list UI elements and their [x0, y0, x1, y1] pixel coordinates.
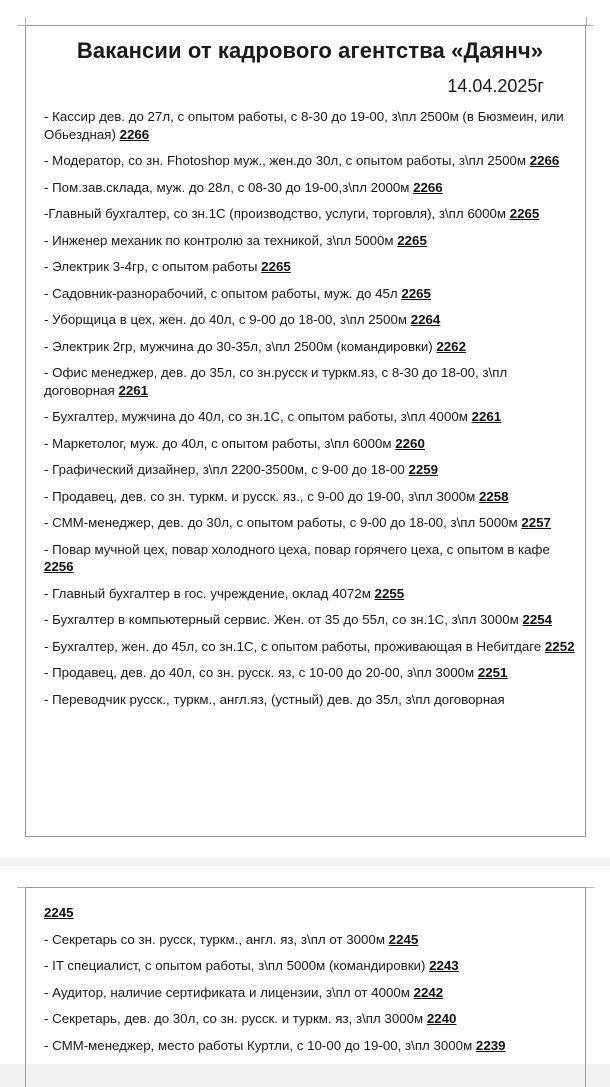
vacancy-code[interactable]: 2254	[522, 612, 553, 627]
list-item	[44, 285, 580, 303]
list-item	[44, 691, 580, 709]
list-item	[44, 205, 580, 223]
vacancy-code[interactable]: 2242	[413, 984, 444, 1000]
list-item	[44, 311, 580, 329]
list-item	[44, 514, 580, 532]
vacancy-text: - Офис менеджер, дев. до 35л, со зн.русск и туркм.яз, с 8-30 до 18-00, з\пл договорная	[44, 365, 508, 398]
list-item	[44, 232, 580, 250]
vacancy-text: - Бухгалтер в компьютерный сервис. Жен. от 35 до 55л, со зн.1С, з\пл 3000м	[44, 612, 519, 627]
vacancy-text: - Инженер механик по контролю за техникой, з\пл 5000м	[44, 232, 394, 248]
vacancy-text: - Продавец, дев. до 40л, со зн. русск. яз, с 10-00 до 20-00, з\пл 3000м	[44, 665, 475, 680]
vacancy-code[interactable]: 2256	[44, 559, 74, 574]
list-item	[44, 638, 580, 656]
list-item	[44, 258, 580, 276]
list-item	[44, 611, 580, 629]
vacancy-code[interactable]: 2257	[521, 515, 551, 530]
vacancy-code[interactable]: 2259	[408, 462, 439, 477]
vacancy-code[interactable]: 2265	[401, 285, 431, 301]
vacancy-text: - IT специалист, с опытом работы, з\пл 5000м (командировки)	[44, 958, 426, 973]
list-item	[44, 1037, 580, 1055]
vacancy-text: - Секретарь со зн. русск, туркм., англ. яз, з\пл от 3000м	[44, 931, 385, 947]
list-item	[44, 984, 580, 1002]
document-page-2	[0, 866, 610, 1064]
vacancy-text: - Бухгалтер, мужчина до 40л, со зн.1С, с опытом работы, з\пл 4000м	[44, 409, 468, 424]
vacancy-text: - Бухгалтер, жен. до 45л, со зн.1С, с опытом работы, проживающая в Небитдаге	[44, 638, 542, 654]
vacancy-code[interactable]: 2265	[397, 232, 427, 248]
vacancy-text: - Кассир дев. до 27л, с опытом работы, с 8-30 до 19-00, з\пл 2500м (в Бюзмеин, или Обьездная)	[44, 109, 564, 142]
corner-mark	[586, 25, 594, 26]
vacancy-text: - Повар мучной цех, повар холодного цеха, повар горячего цеха, с опытом в кафе	[44, 541, 550, 557]
vacancy-code[interactable]: 2266	[529, 153, 560, 168]
vacancy-code[interactable]: 2240	[426, 1011, 457, 1026]
vacancy-list	[44, 904, 580, 1063]
corner-mark	[586, 887, 594, 888]
vacancy-code[interactable]: 2243	[429, 958, 459, 973]
vacancy-code[interactable]: 2266	[119, 126, 150, 142]
vacancy-code[interactable]: 2261	[118, 382, 149, 398]
vacancy-text: - Уборщица в цех, жен. до 40л, с 9-00 до 18-00, з\пл 2500м	[44, 312, 407, 327]
vacancy-text: - Модератор, со зн. Fhotoshop муж., жен.до 30л, с опытом работы, з\пл 2500м	[44, 153, 527, 168]
list-item	[44, 179, 580, 197]
list-item	[44, 1010, 580, 1028]
list-item	[44, 541, 580, 576]
vacancy-text: -Главный бухгалтер, со зн.1С (производство, услуги, торговля), з\пл 6000м	[44, 206, 507, 221]
list-item	[44, 152, 580, 170]
vacancy-text: - СММ-менеджер, дев. до 30л, с опытом работы, с 9-00 до 18-00, з\пл 5000м	[44, 515, 518, 530]
corner-mark	[17, 887, 25, 888]
list-item	[44, 664, 580, 682]
vacancy-code[interactable]: 2266	[413, 179, 443, 195]
vacancy-text: - Продавец, дев. со зн. туркм. и русск. яз., с 9-00 до 19-00, з\пл 3000м	[44, 488, 476, 504]
vacancy-text: - Секретарь, дев. до 30л, со зн. русск. и туркм. яз, з\пл 3000м	[44, 1011, 424, 1026]
vacancy-text: - Маркетолог, муж. до 40л, с опытом работы, з\пл 6000м	[44, 435, 392, 451]
corner-mark	[17, 25, 26, 26]
list-item	[44, 904, 580, 922]
vacancy-code[interactable]: 2260	[395, 435, 425, 451]
document-date: 14.04.2025г	[447, 76, 544, 96]
list-item	[44, 585, 580, 603]
vacancy-code[interactable]: 2261	[471, 409, 502, 424]
corner-mark	[586, 17, 587, 25]
list-item	[44, 435, 580, 453]
vacancy-list	[44, 108, 580, 717]
list-item	[44, 408, 580, 426]
vacancy-code[interactable]: 2245	[44, 905, 74, 920]
vacancy-text: - Пом.зав.склада, муж. до 28л, с 08-30 до 19-00,з\пл 2000м	[44, 179, 410, 195]
vacancy-text: - Главный бухгалтер в гос. учреждение, оклад 4072м	[44, 585, 371, 601]
list-item	[44, 108, 580, 143]
document-title: Вакансии от кадрового агентства «Даянч»	[76, 38, 544, 63]
vacancy-text: - Электрик 2гр, мужчина до 30-35л, з\пл 2500м (командировки)	[44, 338, 433, 354]
vacancy-text: - Садовник-разнорабочий, с опытом работы, муж. до 45л	[44, 285, 398, 301]
vacancy-code[interactable]: 2239	[475, 1037, 506, 1053]
list-item	[44, 957, 580, 975]
vacancy-code[interactable]: 2262	[436, 338, 466, 354]
vacancy-text: - СММ-менеджер, место работы Куртли, с 10-00 до 19-00, з\пл 3000м	[44, 1037, 473, 1053]
vacancy-code[interactable]: 2252	[544, 638, 575, 654]
list-item	[44, 461, 580, 479]
vacancy-code[interactable]: 2251	[477, 665, 508, 680]
vacancy-code[interactable]: 2245	[388, 931, 419, 947]
list-item	[44, 931, 580, 949]
corner-mark	[25, 17, 26, 25]
vacancy-text: - Аудитор, наличие сертификата и лицензии, з\пл от 4000м	[44, 984, 410, 1000]
vacancy-text: - Электрик 3-4гр, с опытом работы	[44, 259, 258, 274]
list-item	[44, 488, 580, 506]
vacancy-code[interactable]: 2265	[509, 206, 540, 221]
vacancy-code[interactable]: 2265	[261, 259, 291, 274]
vacancy-text: - Переводчик русск., туркм., англ.яз, (устный) дев. до 35л, з\пл договорная	[44, 691, 505, 707]
list-item	[44, 338, 580, 356]
vacancy-code[interactable]: 2264	[410, 312, 441, 327]
vacancy-code[interactable]: 2258	[478, 488, 509, 504]
vacancy-code[interactable]: 2255	[374, 585, 405, 601]
vacancy-text: - Графический дизайнер, з\пл 2200-3500м, с 9-00 до 18-00	[44, 462, 405, 477]
list-item	[44, 364, 580, 399]
